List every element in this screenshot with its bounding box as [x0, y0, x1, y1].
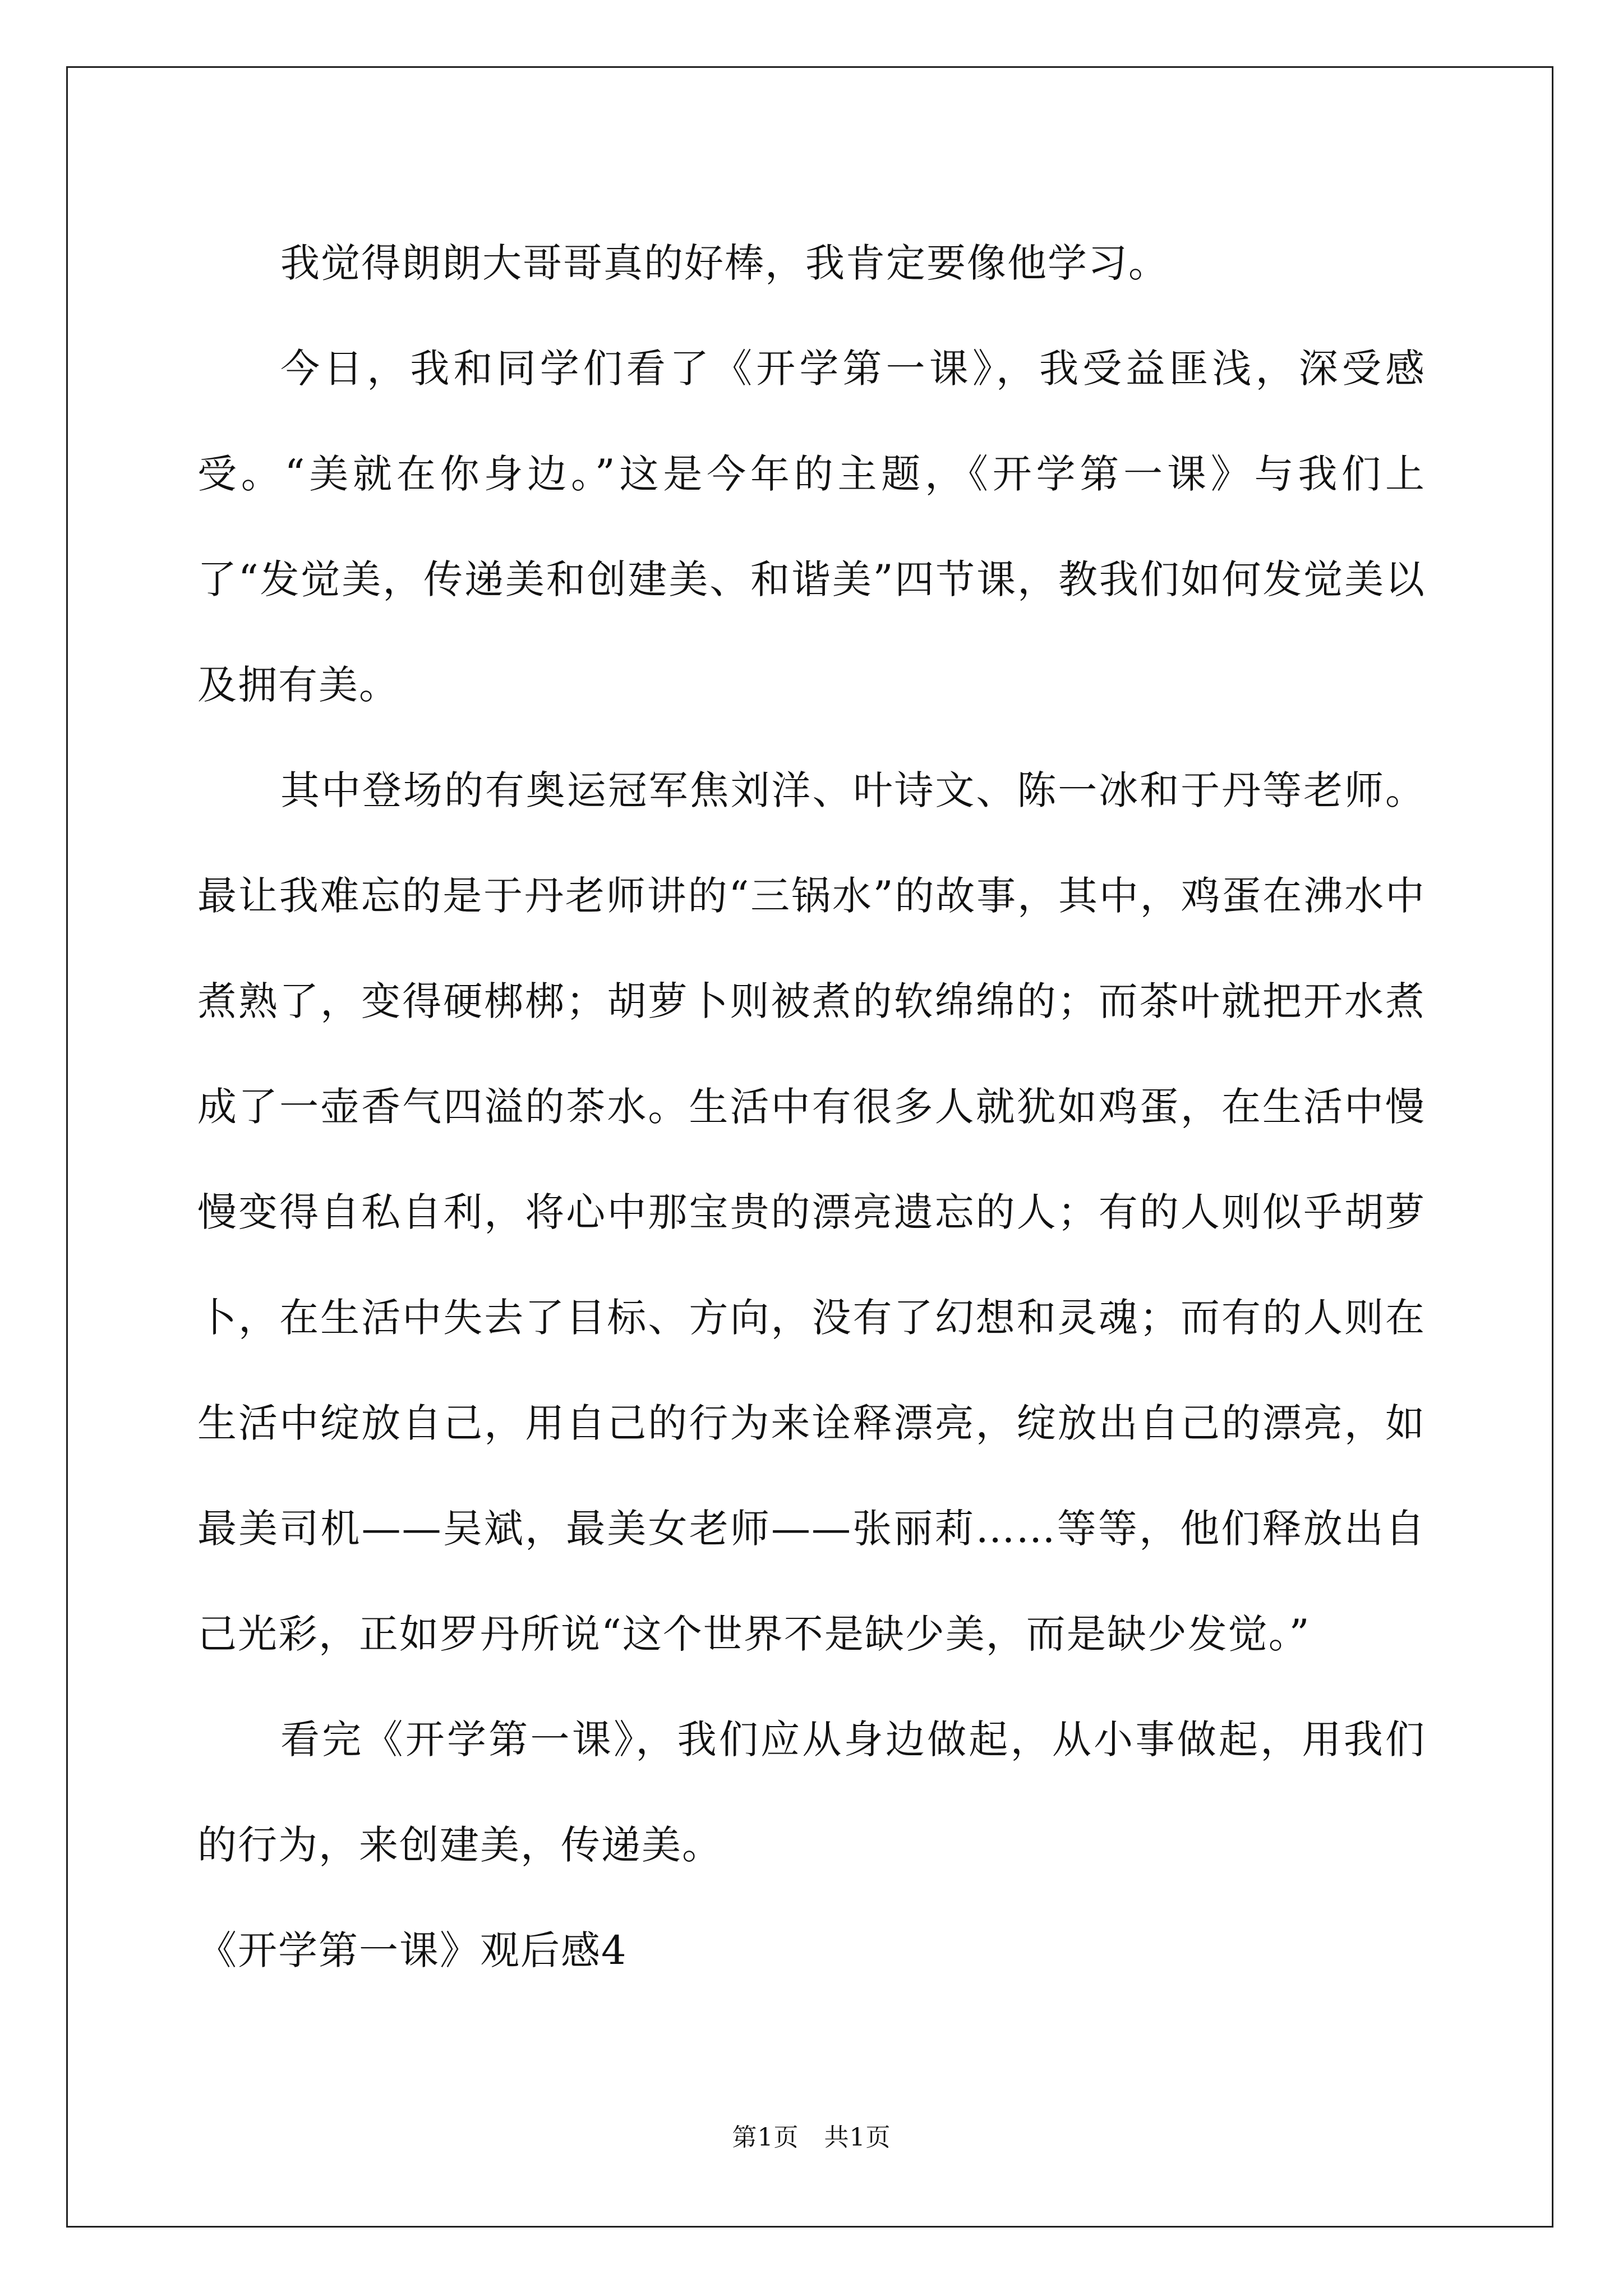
paragraph-2: 今日，我和同学们看了《开学第一课》，我受益匪浅，深受感受。“美就在你身边。”这是今年的主题，《开学第一课》与我们上了“发觉美，传递美和创建美、和谐美”四节课，教我们如何发觉美以及拥有美。	[197, 346, 1426, 708]
paragraph-3: 其中登场的有奥运冠军焦刘洋、叶诗文、陈一冰和于丹等老师。最让我难忘的是于丹老师讲的“三锅水”的故事，其中，鸡蛋在沸水中煮熟了，变得硬梆梆；胡萝卜则被煮的软绵绵的；而茶叶就把开水煮成了一壶香气四溢的茶水。生活中有很多人就犹如鸡蛋，在生活中慢慢变得自私自利，将心中那宝贵的漂亮遗忘的人；有的人则似乎胡萝卜，在生活中失去了目标、方向，没有了幻想和灵魂；而有的人则在生活中绽放自己，用自己的行为来诠释漂亮，绽放出自己的漂亮，如最美司机——吴斌，最美女老师——张丽莉……等等，他们释放出自己光彩，正如罗丹所说“这个世界不是缺少美，而是缺少发觉。”	[197, 767, 1426, 1657]
paragraph-1: 我觉得朗朗大哥哥真的好棒，我肯定要像他学习。	[280, 240, 1169, 286]
paragraph-4: 看完《开学第一课》，我们应从身边做起，从小事做起，用我们的行为，来创建美，传递美。	[197, 1717, 1426, 1868]
section-heading: 《开学第一课》观后感4	[197, 1927, 628, 1973]
page-footer: 第1页 共1页	[732, 2123, 891, 2152]
document-body	[197, 210, 1426, 2003]
